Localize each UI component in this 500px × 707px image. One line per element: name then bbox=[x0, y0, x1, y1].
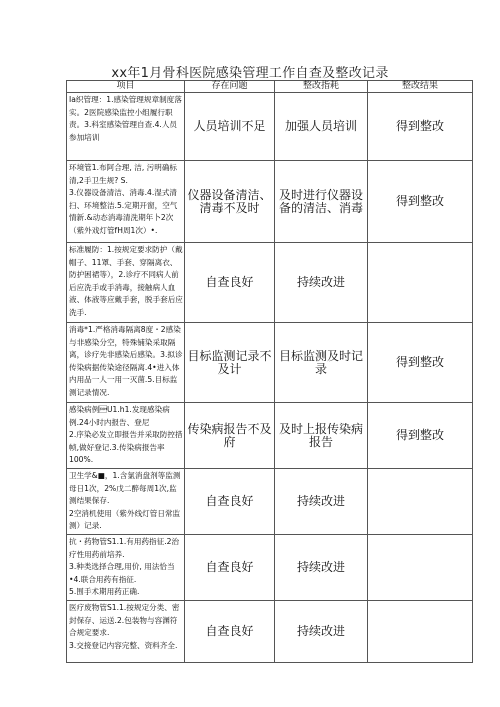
result-cell: 得到整改 bbox=[368, 161, 473, 243]
measure-cell: 持续改进 bbox=[275, 534, 368, 600]
problem-cell: 自查良好 bbox=[185, 469, 275, 535]
header-measure: 整改指耗 bbox=[275, 81, 368, 93]
header-problem: 存在问题 bbox=[185, 81, 275, 93]
header-row bbox=[67, 81, 473, 93]
result-cell bbox=[368, 534, 473, 600]
item-text: 2空消机使用（紫外线灯管日常监测）记录. bbox=[69, 508, 181, 531]
table-row bbox=[67, 534, 473, 600]
item-text: 标准履防：1.按规定要求防护（戴帽子、11罩、手套、穿隔离衣、防护困裙等），2.诊疗不同病人前后应洗手或手消毒，接触病人血液、体液等应戴手套，脱手套后应洗手. bbox=[69, 245, 183, 317]
problem-cell: 人员培训不足 bbox=[185, 93, 275, 161]
item-text: 医疗废物管S1.1.按规定分类、密封保存、运送.2.包装物与容渊符合规定要求. bbox=[69, 602, 180, 638]
measure-cell: 持续改进 bbox=[275, 469, 368, 535]
self-inspection-table bbox=[66, 80, 473, 663]
measure-cell: 及时进行仪器设备的清洁、消毒 bbox=[275, 161, 368, 243]
item-cell bbox=[67, 93, 185, 161]
result-cell: 得到整改 bbox=[368, 403, 473, 469]
item-text: 消毒*1.严格消毒隔离8度・2感染与非感染分空，特殊铺染采取隔离，诊疗先非感染后感染。3.拟诊传染病据传染途径隔离.4•进入体内用品一人一用一灭菌.5.目标监测记录情况. bbox=[69, 325, 183, 397]
problem-cell: 目标监测记录不及计 bbox=[185, 323, 275, 403]
item-text: 抗・药物管S1.1.有用药指征.2治疗性用药前培养. bbox=[69, 536, 180, 559]
item-text: 3.仪器设备清洁、消毒.4.湿式清扫、环境整洁.5.定期开窗，空气情新.&动态消毒清洗期年卜2次（紫外戏灯管fH周1次）•. bbox=[69, 188, 178, 235]
problem-cell: 自查良好 bbox=[185, 243, 275, 323]
result-cell bbox=[368, 469, 473, 535]
item-text: Ia织管理：1.感染管理规章制度落实。2医院感染监控小组履行职责。3.科室感染管理自查.4.人员参加培训 bbox=[69, 95, 182, 142]
item-cell bbox=[67, 323, 185, 403]
table-row bbox=[67, 243, 473, 323]
item-text: 3.交接登记内容完整、资料齐全. bbox=[69, 640, 178, 650]
item-text: 卫生学&■，1.含氯消盘剂等监测母日1次，2%戊二醉每周1次,监测结果保存. bbox=[69, 471, 181, 506]
table-row bbox=[67, 323, 473, 403]
table-row bbox=[67, 469, 473, 535]
problem-cell: 自查良好 bbox=[185, 534, 275, 600]
result-cell: 得到整改 bbox=[368, 323, 473, 403]
item-cell bbox=[67, 534, 185, 600]
table-row bbox=[67, 403, 473, 469]
measure-cell: 目标监测及时记录 bbox=[275, 323, 368, 403]
problem-cell: 传染病报告不及府 bbox=[185, 403, 275, 469]
header-result: 整改结果 bbox=[368, 81, 473, 93]
problem-cell: 自查良好 bbox=[185, 600, 275, 662]
problem-cell: 仪器设备清洁、清毒不及时 bbox=[185, 161, 275, 243]
item-cell bbox=[67, 469, 185, 535]
item-cell bbox=[67, 600, 185, 662]
item-text: 3.种类选择合理,用价, 用法恰当•4.联合用药有指征. bbox=[69, 562, 175, 584]
item-cell bbox=[67, 161, 185, 243]
item-text: 2.序染必发立即报告并采取防控措帧,做好登记.3.传染病报告率100%. bbox=[69, 430, 183, 465]
result-cell bbox=[368, 600, 473, 662]
table-row bbox=[67, 93, 473, 161]
header-item: 项目 bbox=[67, 81, 185, 93]
item-text: 5.围手术期用药正确. bbox=[69, 587, 140, 597]
measure-cell: 持续改进 bbox=[275, 600, 368, 662]
table-row bbox=[67, 161, 473, 243]
measure-cell: 加强人员培训 bbox=[275, 93, 368, 161]
item-text: 感染病例U1.h1.发现感染病例.24小时内报告、登尼 bbox=[69, 405, 170, 427]
item-cell bbox=[67, 403, 185, 469]
item-cell bbox=[67, 243, 185, 323]
document-title: xx年1月骨科医院感染管理工作自查及整改记录 bbox=[111, 66, 389, 80]
item-text: 环境管1.布阿合理, 洁, 污明确标清,2手卫生规? S. bbox=[69, 163, 178, 185]
table-row bbox=[67, 600, 473, 662]
result-cell bbox=[368, 243, 473, 323]
measure-cell: 持续改进 bbox=[275, 243, 368, 323]
result-cell: 得到整改 bbox=[368, 93, 473, 161]
measure-cell: 及时上报传染病报告 bbox=[275, 403, 368, 469]
